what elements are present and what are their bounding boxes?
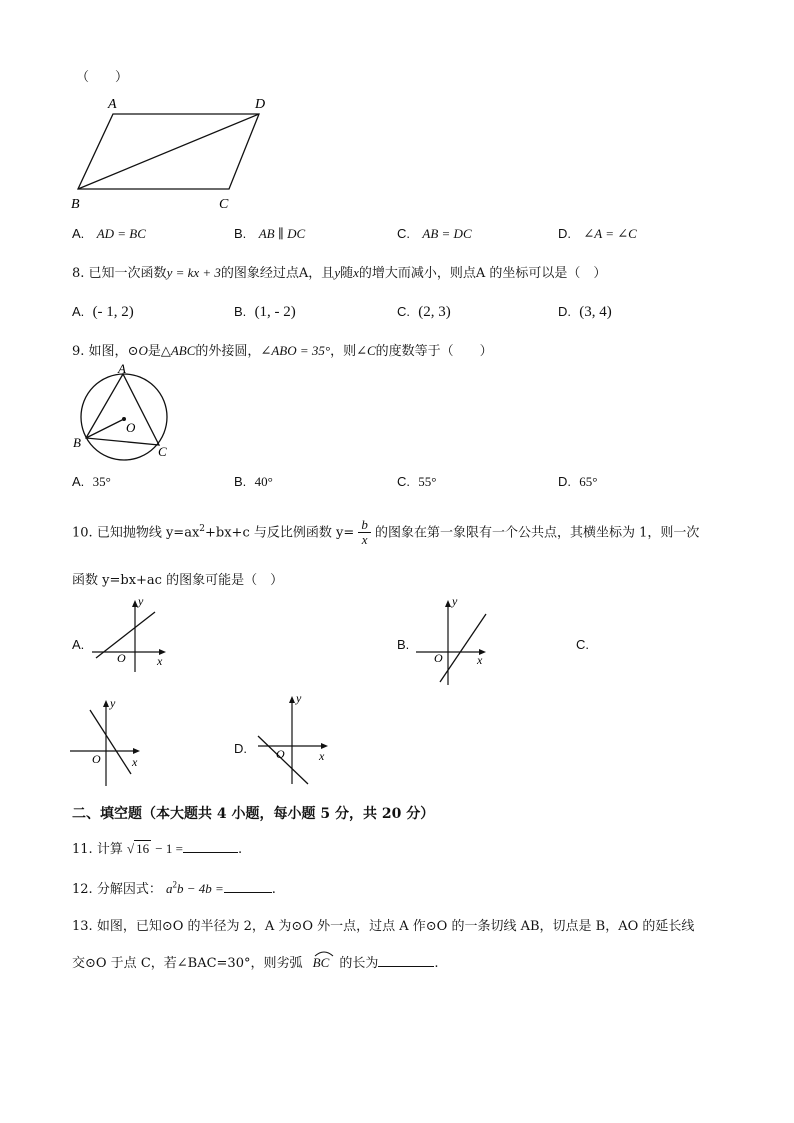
origin-label: O (117, 651, 126, 665)
q8-option-d[interactable]: D. (3, 4) (558, 304, 612, 320)
q8-option-b[interactable]: B. (1, - 2) (234, 304, 296, 320)
axis-label-x: x (157, 654, 163, 668)
q10-graph-a[interactable] (90, 592, 180, 674)
q10-option-a-label[interactable]: A. (72, 637, 85, 652)
svg-text:y: y (452, 594, 458, 608)
vertex-label-a: A (108, 97, 117, 112)
sqrt-radicand: 16 (136, 841, 150, 856)
q7-option-a[interactable]: A. AD = BC (72, 226, 146, 241)
vertex-label-b: B (71, 197, 80, 212)
fraction-b-over-x: $\frac{b}{x}$ (358, 518, 371, 547)
q10-graph-b[interactable] (410, 592, 500, 687)
svg-text:O: O (434, 651, 443, 665)
svg-text:y: y (110, 696, 116, 710)
svg-text:O: O (92, 752, 101, 766)
q7-option-c[interactable]: C. AB = DC (397, 226, 472, 241)
q7-option-b[interactable]: B. AB ∥ DC (234, 226, 306, 241)
q9-option-d[interactable]: D. 65° (558, 474, 598, 489)
svg-text:x: x (132, 755, 138, 769)
q10-option-c-label[interactable]: C. (576, 637, 589, 652)
vertex-label-d: D (255, 97, 266, 112)
q10-stem: 10. 已知抛物线 $y=ax^2+bx+c$ 与反比例函数 y= $\frac{b}{x}$ 的图象在第一象限有一个公共点，其横坐标为 1，则一次 (72, 517, 700, 548)
label-o: O (126, 420, 136, 435)
q10-stem-line2: 函数 y=bx+ac 的图象可能是（ ） (72, 573, 284, 588)
svg-text:O: O (276, 747, 285, 761)
q8-stem: 8. 已知一次函数y = kx + 3的图象经过点A，且y随x的增大而减小，则点A 的坐标可以是（ ） (72, 265, 607, 281)
q12-answer-blank[interactable] (224, 880, 272, 893)
q9-option-a[interactable]: A. 35° (72, 474, 111, 489)
q10-graph-d[interactable] (250, 688, 340, 786)
label-b: B (73, 435, 81, 450)
q12: 12. 分解因式： $a^2b - 4b$ = . (72, 879, 276, 897)
diagonal-bd (78, 114, 259, 189)
q8-option-a[interactable]: A. (- 1, 2) (72, 304, 134, 320)
axis-label-y: y (138, 594, 144, 608)
section-heading-fill-in: 二、填空题（本大题共 4 小题，每小题 5 分，共 20 分） (72, 806, 435, 822)
q13-answer-blank[interactable] (378, 954, 434, 967)
label-c: C (158, 444, 167, 459)
svg-text:x: x (477, 653, 483, 667)
arc-bc: BC (313, 955, 330, 971)
parallelogram-figure (66, 92, 286, 214)
q9-option-c[interactable]: C. 55° (397, 474, 437, 489)
q8-option-c[interactable]: C. (2, 3) (397, 304, 451, 320)
q11: 11. 计算 √ 16 − 1 = . (72, 841, 243, 857)
q9-option-b[interactable]: B. 40° (234, 474, 273, 489)
q7-option-d[interactable]: D. ∠A = ∠C (558, 226, 637, 241)
triangle-abc (86, 374, 159, 445)
q13-line2: 交⊙O 于点 C，若∠BAC=30°，则劣弧 BC 的长为 . (72, 952, 439, 971)
line-graph-b (440, 614, 486, 682)
q7-answer-paren: （ ） (76, 70, 129, 85)
q13-line1: 13. 如图，已知⊙O 的半径为 2，A 为⊙O 外一点，过点 A 作⊙O 的一条切线 AB，切点是 B，AO 的延长线 (72, 919, 695, 934)
q11-answer-blank[interactable] (183, 840, 238, 853)
q10-option-d-label[interactable]: D. (234, 741, 247, 756)
circumcircle-figure (70, 362, 180, 464)
vertex-label-c: C (219, 197, 229, 212)
q9-stem: 9. 如图，⊙O是△ABC的外接圆，∠ABO = 35°，则∠C的度数等于（ ） (72, 343, 493, 359)
q10-option-b-label[interactable]: B. (397, 637, 410, 652)
label-a: A (118, 362, 126, 376)
q10-graph-c[interactable] (68, 696, 158, 788)
svg-text:y: y (296, 691, 302, 705)
svg-text:x: x (319, 749, 325, 763)
